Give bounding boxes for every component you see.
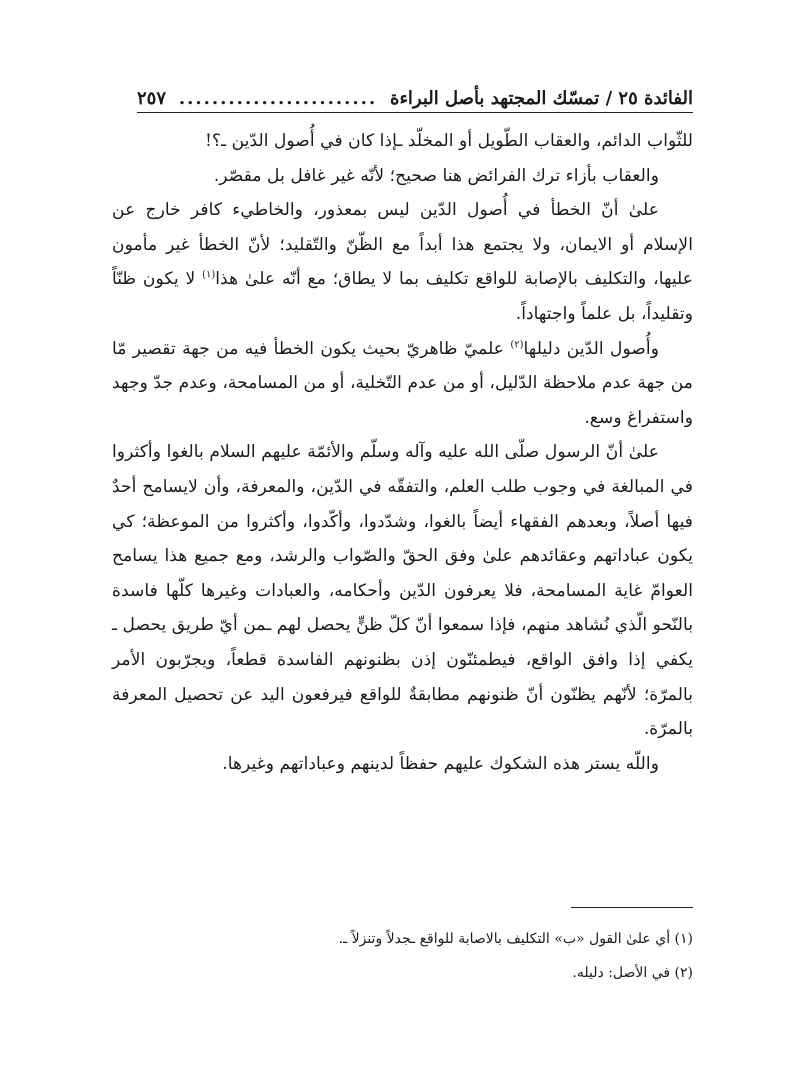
paragraph-3-tail: لا يكون ظنّاً وتقليداً، بل علماً واجتهاداً.: [112, 269, 693, 324]
paragraph-4-head: وأُصول الدّين دليلها: [523, 338, 659, 359]
footnotes: [112, 922, 693, 990]
footnote-2: (٢) في الأصل: دليله.: [572, 965, 693, 981]
paragraph-1: للثّواب الدائم، والعقاب الطّويل أو المخلّد ـإذا كان في أُصول الدّين ـ؟!: [205, 131, 693, 151]
footnote-ref-2: (٢): [510, 338, 524, 350]
paragraph-4-text: علميّ ظاهريّ بحيث يكون الخطأ فيه من جهة تقصير مّا من جهة عدم ملاحظة الدّليل، أو من عدم التّخلية، أو من المسامحة، وعدم جدّ وجهد واستفراغ وسع.: [112, 338, 693, 428]
running-header: [137, 84, 693, 113]
paragraph-2: والعقاب بأزاء ترك الفرائض هنا صحيح؛ لأنّه غير غافل بل مقصّر.: [213, 165, 659, 186]
header-title: الفائدة ٢٥ / تمسّك المجتهد بأصل البراءة: [390, 87, 693, 109]
paragraph-6: واللّه يستر هذه الشكوك عليهم حفظاً لدينهم وعباداتهم وغيرها.: [222, 753, 659, 774]
page-number: ٢٥٧: [137, 87, 167, 109]
main-text: [112, 124, 693, 781]
paragraph-3-text: علىٰ أنّ الخطأ في أُصول الدّين ليس بمعذور، والخاطيء كافر خارج عن الإسلام أو الايمان، ولا يجتمع هذا أبداً مع الظّنّ والتّقليد؛ لأنّ الخطأ غير مأمون عليها، والتكليف بالإصابة للواقع تكليف بما لا يطاق؛ مع أنّه علىٰ هذا: [112, 200, 693, 290]
footnote-separator: [571, 907, 693, 908]
paragraph-3: [112, 193, 693, 331]
header-leader-dots: ........................: [178, 87, 378, 109]
paragraph-5: علىٰ أنّ الرسول صلّى الله عليه وآله وسلّم والأئمّة عليهم السلام بالغوا وأكثروا في المبالغة في وجوب طلب العلم، والتفقّه في الدّين، والمعرفة، وأن لايسامح أحدٌ فيها أصلاً، وبعدهم الفقهاء أيضاً بالغوا، وشدّدوا، وأكّدوا، وأكثروا من الموعظة؛ كي يكون عباداتهم وعقائدهم علىٰ وفق الحقّ والصّواب والرشد، ومع جميع هذا يسامح العوامّ غاية المسامحة، فلا يعرفون الدّين وأحكامه، والعبادات وغيرها كلّها فاسدة بالنّحو الّذي نُشاهد منهم، فإذا سمعوا أنّ كلّ ظنٍّ يحصل لهم ـمن أيّ طريق يحصل ـ يكفي إذا وافق الواقع، فيطمئنّون إذن بظنونهم الفاسدة قطعاً، ويجرّبون الأمر بالمرّة؛ لأنّهم يظنّون أنّ ظنونهم مطابقةٌ للواقع فيرفعون اليد عن تحصيل المعرفة بالمرّة.: [112, 442, 693, 740]
paragraph-4: [112, 332, 693, 436]
footnote-ref-1: (١): [202, 269, 216, 281]
footnote-1: (١) أي علىٰ القول «ب» التكليف بالاصابة للواقع ـجدلاً وتنزلاً ـ.: [338, 931, 693, 947]
